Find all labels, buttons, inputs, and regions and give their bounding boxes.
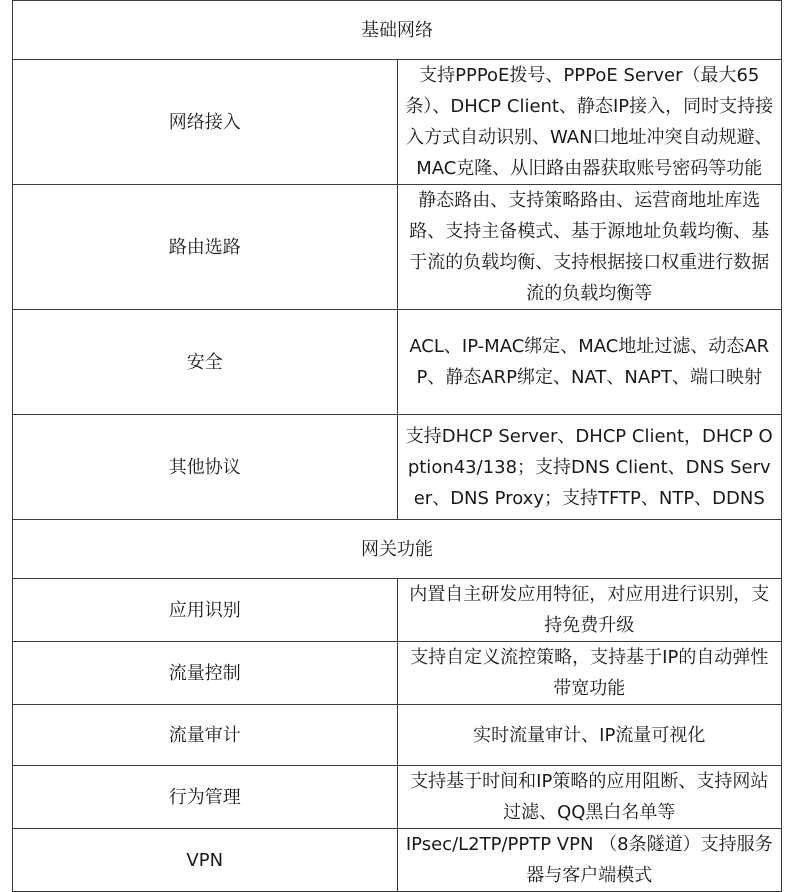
table-row — [13, 705, 782, 766]
table-row — [13, 766, 782, 829]
row-label: 流量控制 — [13, 642, 398, 705]
row-label: 行为管理 — [13, 766, 398, 829]
row-label: 其他协议 — [13, 415, 398, 520]
section-title: 网关功能 — [13, 520, 782, 579]
table-row — [13, 185, 782, 310]
section-header-row — [13, 1, 782, 60]
table-row — [13, 310, 782, 415]
section-header-row — [13, 520, 782, 579]
row-label: 流量审计 — [13, 705, 398, 766]
row-label: VPN — [13, 829, 398, 892]
row-label: 路由选路 — [13, 185, 398, 310]
spec-table — [12, 0, 782, 892]
row-content: 支持基于时间和IP策略的应用阻断、支持网站过滤、QQ黑白名单等 — [397, 766, 782, 829]
row-content: 内置自主研发应用特征，对应用进行识别，支持免费升级 — [397, 579, 782, 642]
row-content: 实时流量审计、IP流量可视化 — [397, 705, 782, 766]
row-content: 支持PPPoE拨号、PPPoE Server（最大65条）、DHCP Client、静态IP接入，同时支持接入方式自动识别、WAN口地址冲突自动规避、MAC克隆、从旧路由器获取账号密码等功能 — [397, 60, 782, 185]
table-row — [13, 60, 782, 185]
row-content: 支持自定义流控策略，支持基于IP的自动弹性带宽功能 — [397, 642, 782, 705]
section-title: 基础网络 — [13, 1, 782, 60]
table-row — [13, 415, 782, 520]
table-row — [13, 829, 782, 892]
row-content: 静态路由、支持策略路由、运营商地址库选路、支持主备模式、基于源地址负载均衡、基于流的负载均衡、支持根据接口权重进行数据流的负载均衡等 — [397, 185, 782, 310]
row-label: 网络接入 — [13, 60, 398, 185]
table-row — [13, 579, 782, 642]
row-content: 支持DHCP Server、DHCP Client，DHCP Option43/138；支持DNS Client、DNS Server、DNS Proxy；支持TFTP、NTP、DDNS — [397, 415, 782, 520]
table-row — [13, 642, 782, 705]
row-content: IPsec/L2TP/PPTP VPN （8条隧道）支持服务器与客户端模式 — [397, 829, 782, 892]
row-label: 安全 — [13, 310, 398, 415]
row-label: 应用识别 — [13, 579, 398, 642]
row-content: ACL、IP-MAC绑定、MAC地址过滤、动态ARP、静态ARP绑定、NAT、NAPT、端口映射 — [397, 310, 782, 415]
